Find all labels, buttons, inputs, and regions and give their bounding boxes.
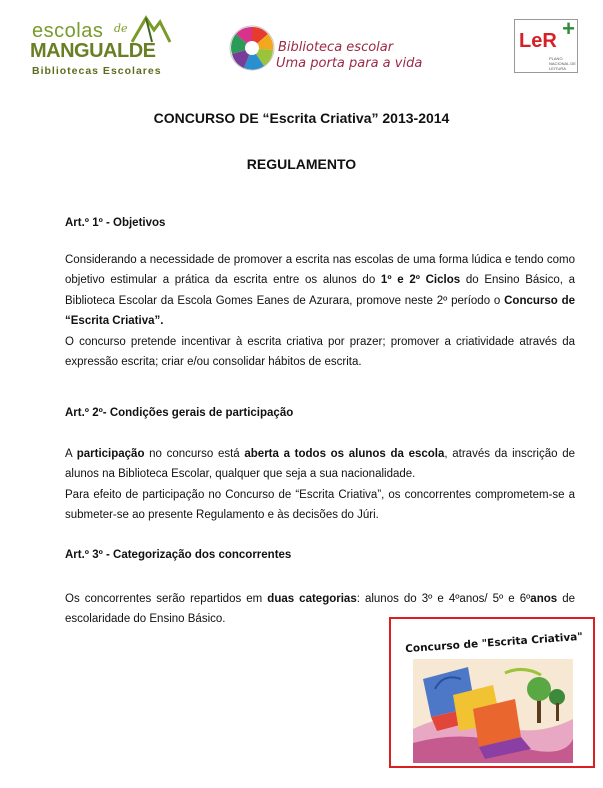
logo-escolas-subtitle: Bibliotecas Escolares <box>32 65 162 77</box>
bold-text-run: 1º e 2º Ciclos <box>380 274 461 287</box>
article-1-paragraph-1 <box>65 250 575 332</box>
concurso-badge-image <box>389 617 595 768</box>
article-2-paragraph-1 <box>65 444 575 485</box>
books-illustration-icon <box>413 659 573 763</box>
biblioteca-escolar-logo <box>228 22 448 78</box>
bold-text-run: anos <box>530 593 558 605</box>
text-run: O concurso pretende incentivar à escrita criativa por prazer; promover a criatividade através da expressão escrita; criar e/ou consolidar hábitos de escrita. <box>65 336 575 369</box>
bold-text-run: aberta a todos os alunos da escola <box>244 448 445 460</box>
badge-title: Concurso de "Escrita Criativa" <box>404 630 584 656</box>
logo-escolas-de: de <box>114 22 128 35</box>
biblioteca-line2: Uma porta para a vida <box>276 56 423 71</box>
ler-word: LeR <box>519 30 557 52</box>
bold-text-run: participação <box>76 448 145 460</box>
article-2-paragraph-2 <box>65 485 575 526</box>
logo-escolas-town: MANGUALDE <box>30 40 156 62</box>
document-title: CONCURSO DE “Escrita Criativa” 2013-2014 <box>153 110 450 126</box>
text-run: Considerando a necessidade de promover a escrita nas escolas de uma forma lúdica e tendo como objetivo estimular a prática da escrita entre os alunos do <box>65 254 575 287</box>
text-run: Para efeito de participação no Concurso de “Escrita Criativa”, os concorrentes comprometem-se a submeter-se ao presente Regulamento e às decisões do Júri. <box>65 489 575 522</box>
ler-subtitle: PLANO NACIONAL DE LEITURA <box>549 56 576 71</box>
text-run: de escolaridade do Ensino Básico. <box>65 593 575 626</box>
text-run: no concurso está <box>144 448 245 460</box>
plano-nacional-leitura-logo <box>514 16 578 73</box>
text-run: : alunos do 3º e 4ºanos/ 5º e 6º <box>356 593 531 605</box>
text-run: , através da inscrição de alunos na Biblioteca Escolar, qualquer que seja a sua nacionalidade. <box>65 448 575 481</box>
text-run: A <box>65 448 77 460</box>
escolas-mangualde-logo <box>28 20 174 78</box>
ler-plus-icon: + <box>562 16 575 41</box>
bold-text-run: Concurso de “Escrita Criativa”. <box>65 294 576 328</box>
article-3-heading: Art.º 3º - Categorização dos concorrentes <box>65 549 292 561</box>
header <box>0 0 603 92</box>
logo-escolas-word: escolas <box>32 20 104 42</box>
article-1-heading: Art.º 1º - Objetivos <box>65 217 166 229</box>
biblioteca-line1: Biblioteca escolar <box>278 40 394 55</box>
text-run: do Ensino Básico, a Biblioteca Escolar da Escola Gomes Eanes de Azurara, promove neste 2º período o <box>65 274 576 307</box>
article-1-paragraph-2 <box>65 332 575 373</box>
document-subtitle: REGULAMENTO <box>246 156 357 172</box>
biblioteca-emblem-icon <box>228 22 278 74</box>
text-run: Os concorrentes serão repartidos em <box>65 593 268 605</box>
article-2-heading: Art.º 2º- Condições gerais de participação <box>65 407 294 419</box>
bold-text-run: duas categorias <box>267 593 357 605</box>
